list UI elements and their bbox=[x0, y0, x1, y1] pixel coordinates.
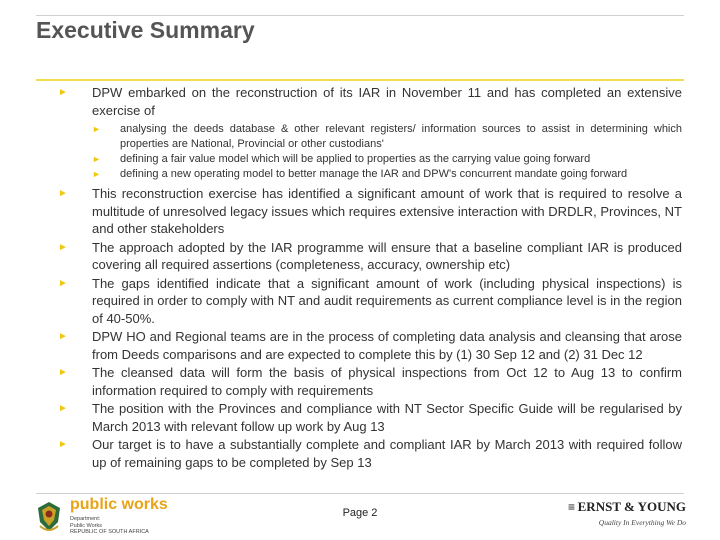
department-line: Department: bbox=[70, 516, 101, 522]
list-item bbox=[58, 364, 682, 399]
bullet-arrow-icon: ► bbox=[58, 277, 68, 289]
list-item-text: Our target is to have a substantially complete and compliant IAR by March 2013 with required follow up of remaining gaps to be completed by Sep 13 bbox=[92, 437, 682, 470]
footer-rule bbox=[36, 493, 684, 494]
department-line: REPUBLIC OF SOUTH AFRICA bbox=[70, 529, 149, 535]
department-line: Public Works bbox=[70, 522, 102, 529]
bullet-arrow-icon: ► bbox=[58, 367, 68, 378]
bullet-arrow-icon: ► bbox=[92, 169, 101, 179]
list-item-text: The gaps identified indicate that a significant amount of work (including physical inspections) is required in order to comply with NT and audit requirements as current compliance level is in the region of 40-50%. bbox=[92, 275, 682, 326]
list-item-intro bbox=[58, 84, 682, 182]
bullet-arrow-icon: ► bbox=[92, 124, 101, 134]
page-number: Page 2 bbox=[342, 507, 378, 519]
list-item-text: This reconstruction exercise has identified a significant amount of work that is required to resolve a multitude of unresolved legacy issues which requires extensive interaction with DRDLR, Provinces, NT and other stakeholders bbox=[92, 186, 682, 236]
bullet-arrow-icon: ► bbox=[58, 439, 68, 450]
bullet-arrow-icon: ► bbox=[92, 154, 101, 164]
list-item-text: The cleansed data will form the basis of physical inspections from Oct 12 to Aug 13 to confirm information required to comply with requirements bbox=[92, 365, 682, 398]
list-item bbox=[58, 275, 682, 328]
bullet-list bbox=[58, 84, 682, 472]
sub-list-item-text: analysing the deeds database & other relevant registers/ information sources to assist in determining which properties are National, Provincial or other custodians' bbox=[120, 123, 682, 150]
list-item bbox=[58, 436, 682, 471]
list-item bbox=[58, 400, 682, 435]
bullet-arrow-icon: ► bbox=[58, 403, 68, 414]
bullet-arrow-icon: ► bbox=[58, 188, 68, 199]
public-works-brand: public works bbox=[70, 496, 168, 513]
sub-list-item bbox=[92, 167, 682, 182]
title-top-rule bbox=[36, 15, 684, 16]
title-accent-rule bbox=[36, 79, 684, 81]
ernst-young-logo bbox=[568, 496, 686, 536]
bullet-arrow-icon: ► bbox=[58, 87, 68, 98]
bullet-arrow-icon: ► bbox=[58, 241, 68, 253]
list-item bbox=[58, 328, 682, 363]
bullet-arrow-icon: ► bbox=[58, 331, 68, 342]
list-item-text: DPW embarked on the reconstruction of its IAR in November 11 and has completed an extensive exercise of bbox=[92, 85, 682, 118]
list-item bbox=[58, 185, 682, 238]
list-item-text: The position with the Provinces and compliance with NT Sector Specific Guide will be regularised by March 2013 with relevant follow up work by Aug 13 bbox=[92, 401, 682, 434]
list-item bbox=[58, 239, 682, 274]
ey-tagline: Quality In Everything We Do bbox=[598, 518, 686, 527]
ey-logo-mark-icon: ≡ bbox=[568, 500, 576, 514]
sub-list-item-text: defining a new operating model to better manage the IAR and DPW's concurrent mandate going forward bbox=[120, 168, 628, 180]
sub-list-item bbox=[92, 152, 682, 167]
list-item-text: DPW HO and Regional teams are in the process of completing data analysis and cleansing that arose from Deeds comparisons and are expected to complete this by (1) 30 Sep 12 and (2) 31 Dec 12 bbox=[92, 329, 682, 362]
sub-list-item-text: defining a fair value model which will be applied to properties as the carrying value going forward bbox=[120, 153, 591, 165]
sub-bullet-list bbox=[92, 122, 682, 182]
list-item-text: The approach adopted by the IAR programme will ensure that a baseline compliant IAR is produced covering all required assertions (completeness, accuracy, ownership etc) bbox=[92, 239, 682, 272]
ey-brand-name: ERNST & YOUNG bbox=[577, 499, 686, 514]
slide-title: Executive Summary bbox=[36, 17, 255, 43]
sub-list-item bbox=[92, 122, 682, 152]
